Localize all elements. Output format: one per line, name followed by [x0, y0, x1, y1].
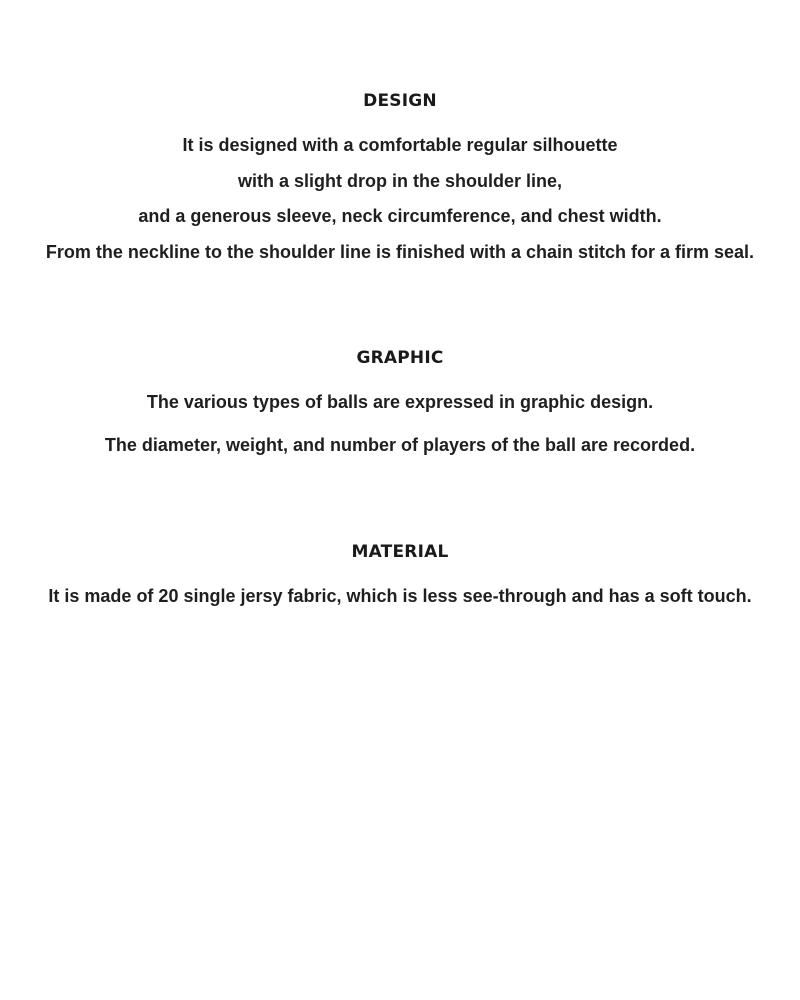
graphic-section — [0, 348, 800, 478]
design-line-2: with a slight drop in the shoulder line, — [237, 170, 562, 191]
material-line-1: It is made of 20 single jersy fabric, which is less see-through and has a soft touch. — [48, 586, 752, 606]
design-section — [0, 91, 800, 277]
material-heading: MATERIAL — [351, 542, 449, 562]
graphic-line-2: The diameter, weight, and number of players of the ball are recorded. — [104, 435, 696, 455]
material-section — [0, 542, 800, 606]
design-line-1: It is designed with a comfortable regular silhouette — [182, 135, 618, 155]
design-heading: DESIGN — [363, 91, 437, 111]
design-line-3: and a generous sleeve, neck circumference, and chest width. — [138, 206, 662, 226]
graphic-heading: GRAPHIC — [356, 348, 444, 368]
graphic-line-1: The various types of balls are expressed in graphic design. — [146, 392, 654, 412]
design-line-4: From the neckline to the shoulder line is finished with a chain stitch for a firm seal. — [45, 241, 755, 262]
